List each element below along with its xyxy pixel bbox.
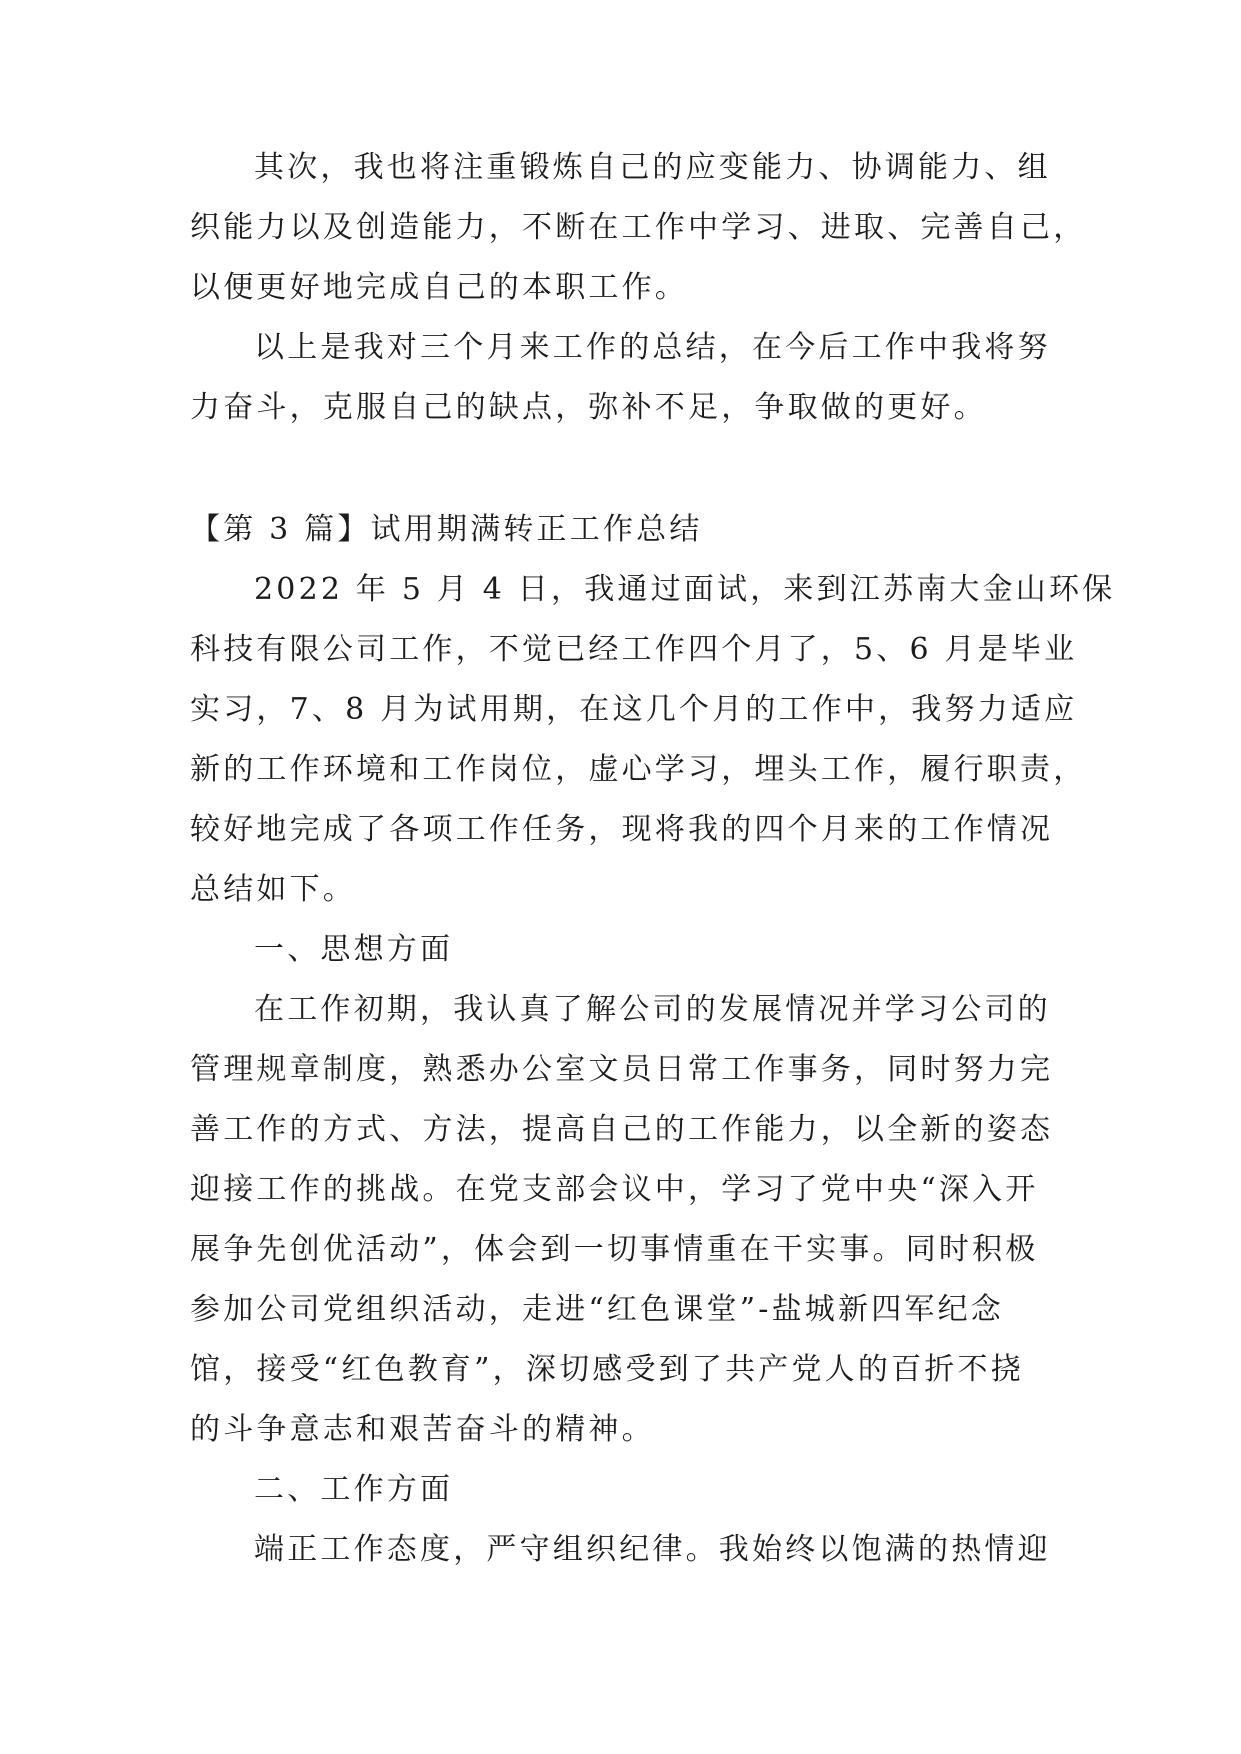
paragraph-line: 迎接工作的挑战。在党支部会议中，学习了党中央“深入开	[190, 1172, 1039, 1207]
paragraph-line: 2022 年 5 月 4 日，我通过面试，来到江苏南大金山环保	[254, 572, 1116, 607]
subheading: 二、工作方面	[254, 1472, 454, 1507]
paragraph-line: 新的工作环境和工作岗位，虚心学习，埋头工作，履行职责，	[190, 752, 1087, 787]
paragraph-line: 善工作的方式、方法，提高自己的工作能力，以全新的姿态	[190, 1112, 1054, 1147]
paragraph-line: 以便更好地完成自己的本职工作。	[190, 270, 688, 305]
paragraph-line: 较好地完成了各项工作任务，现将我的四个月来的工作情况	[190, 812, 1054, 847]
paragraph-line: 织能力以及创造能力，不断在工作中学习、进取、完善自己，	[190, 210, 1087, 245]
paragraph-line: 参加公司党组织活动，走进“红色课堂”-盐城新四军纪念	[190, 1292, 1005, 1327]
paragraph-line: 在工作初期，我认真了解公司的发展情况并学习公司的	[254, 992, 1051, 1027]
section-title: 【第 3 篇】试用期满转正工作总结	[190, 512, 703, 547]
paragraph-line: 力奋斗，克服自己的缺点，弥补不足，争取做的更好。	[190, 390, 987, 425]
subheading: 一、思想方面	[254, 932, 454, 967]
paragraph-line: 实习，7、8 月为试用期，在这几个月的工作中，我努力适应	[190, 692, 1078, 727]
paragraph-line: 以上是我对三个月来工作的总结，在今后工作中我将努	[254, 330, 1051, 365]
paragraph-line: 科技有限公司工作，不觉已经工作四个月了，5、6 月是毕业	[190, 632, 1078, 667]
paragraph-line: 总结如下。	[190, 872, 356, 907]
paragraph-line: 管理规章制度，熟悉办公室文员日常工作事务，同时努力完	[190, 1052, 1054, 1087]
paragraph-line: 馆，接受“红色教育”，深切感受到了共产党人的百折不挠	[190, 1352, 1024, 1387]
paragraph-line: 端正工作态度，严守组织纪律。我始终以饱满的热情迎	[254, 1532, 1051, 1567]
paragraph-line: 展争先创优活动”，体会到一切事情重在干实事。同时积极	[190, 1232, 1039, 1267]
paragraph-line: 的斗争意志和艰苦奋斗的精神。	[190, 1412, 655, 1447]
paragraph-line: 其次，我也将注重锻炼自己的应变能力、协调能力、组	[254, 150, 1051, 185]
